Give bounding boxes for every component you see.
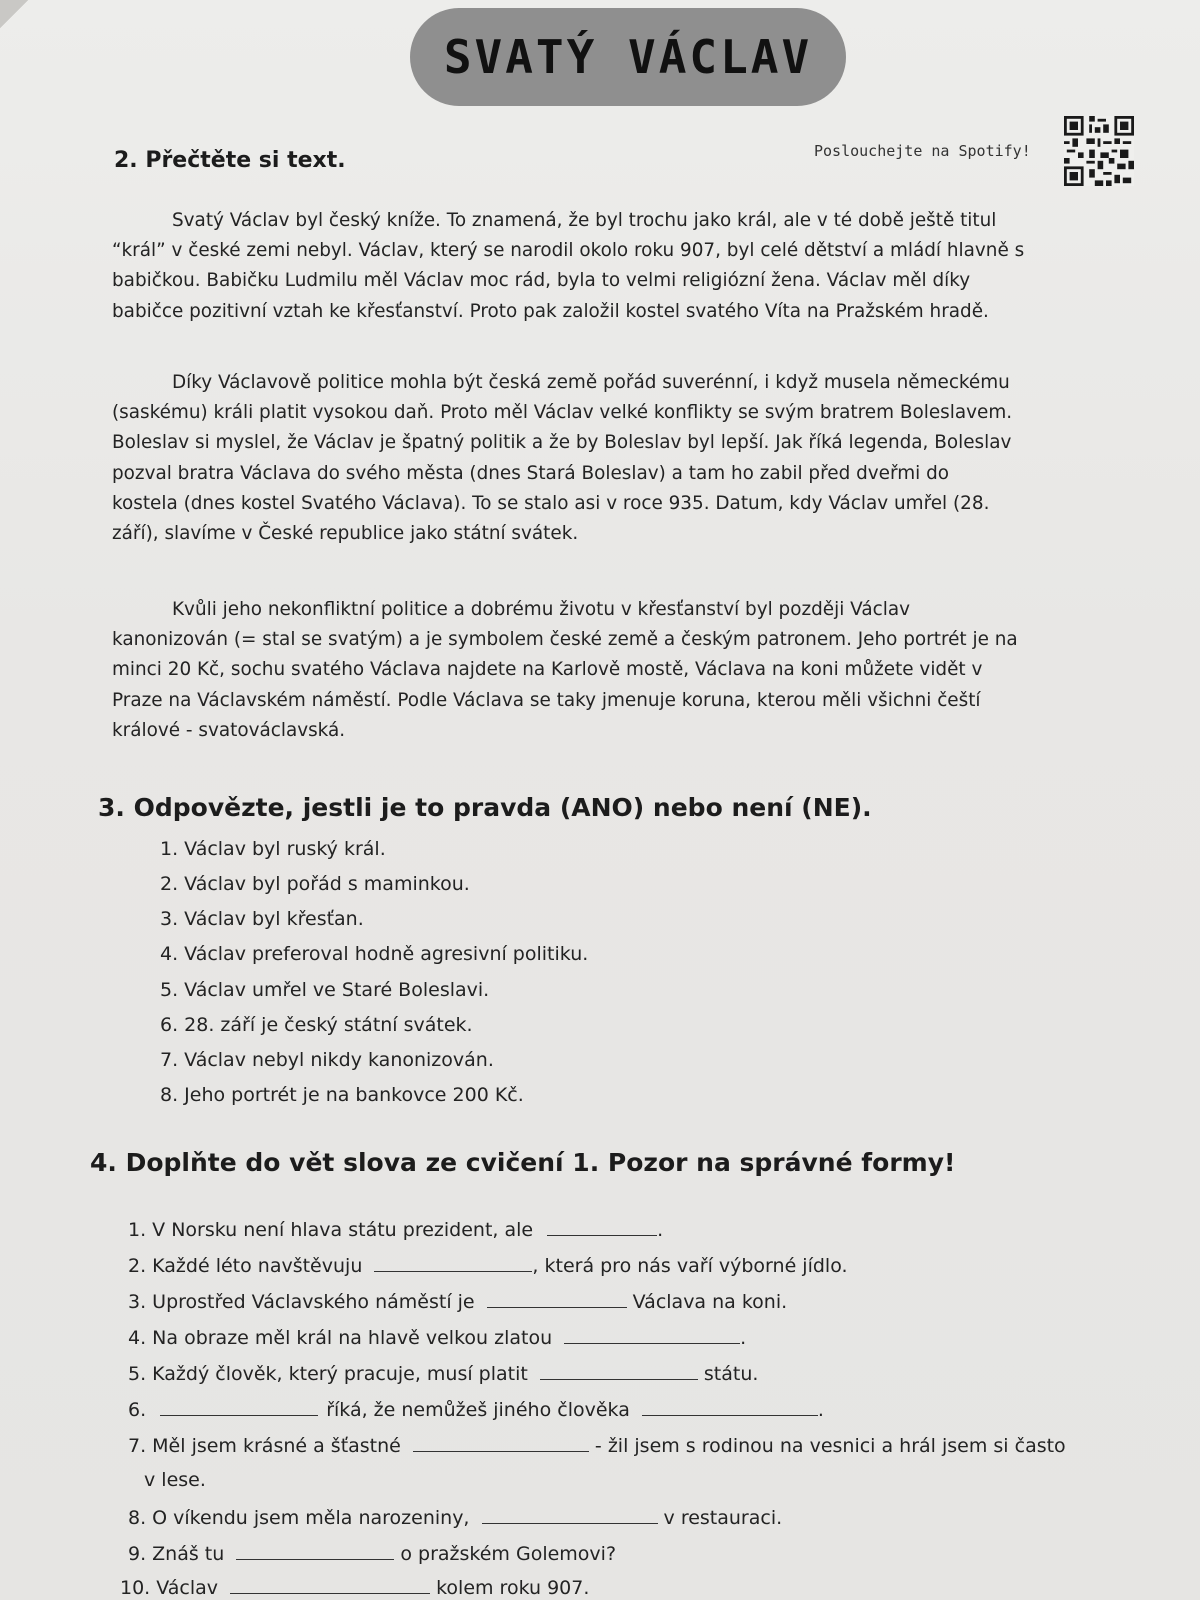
paragraph-2 [112,368,1172,549]
sentence-part: 4. Na obraze měl král na hlavě velkou zlatou [128,1327,553,1349]
text-line: babičkou. Babičku Ludmilu měl Václav moc rád, byla to velmi religiózní žena. Václav měl díky [112,270,971,292]
blank-field[interactable] [374,1253,532,1272]
list-item [128,1541,616,1565]
paragraph-3 [112,595,1172,746]
sentence-part: . [817,1399,824,1421]
blank-field[interactable] [230,1575,430,1594]
spotify-note: Poslouchejte na Spotify! [814,142,1031,160]
title-banner [410,8,846,106]
blank-field[interactable] [160,1397,318,1416]
sentence-part: 10. Václav [120,1577,219,1599]
sentence-part: 2. Každé léto navštěvuju [128,1255,363,1277]
list-item [120,1575,589,1599]
blank-field[interactable] [642,1397,818,1416]
list-item [128,1325,746,1349]
sentence-part: , která pro nás vaří výborné jídlo. [532,1255,848,1277]
exercise-3-heading: 3. Odpovězte, jestli je to pravda (ANO) nebo není (NE). [98,793,872,822]
blank-field[interactable] [540,1361,698,1380]
sentence-part: Václava na koni. [632,1291,788,1313]
list-item [128,1289,787,1313]
list-item [128,1217,663,1241]
text-line: kostela (dnes kostel Svatého Václava). To se stalo asi v roce 935. Datum, kdy Václav umřel (28. [112,492,990,514]
exercise-2-heading: 2. Přečtěte si text. [114,148,346,173]
sentence-part: 7. Měl jsem krásné a šťastné [128,1435,401,1457]
sentence-part: . [740,1327,747,1349]
list-item: 7. Václav nebyl nikdy kanonizován. [160,1049,494,1071]
list-item: 1. Václav byl ruský král. [160,838,386,860]
blank-field[interactable] [413,1433,589,1452]
sentence-part: 9. Znáš tu [128,1543,225,1565]
text-line: “král” v české zemi nebyl. Václav, který se narodil okolo roku 907, byl celé dětství a mládí hlavně s [112,240,1025,262]
list-item: 2. Václav byl pořád s maminkou. [160,873,470,895]
text-line: minci 20 Kč, sochu svatého Václava najdete na Karlově mostě, Václava na koni můžete vidět v [112,659,983,681]
qr-code-icon[interactable] [1064,116,1134,186]
list-item: 5. Václav umřel ve Staré Boleslavi. [160,979,490,1001]
list-item: 8. Jeho portrét je na bankovce 200 Kč. [160,1084,524,1106]
page-corner [0,0,28,28]
sentence-part: říká, že nemůžeš jiného člověka [326,1399,630,1421]
text-line: září), slavíme v České republice jako státní svátek. [112,523,579,545]
blank-field[interactable] [487,1289,627,1308]
list-item [128,1397,824,1421]
paragraph-1 [112,206,1172,327]
blank-field[interactable] [547,1217,657,1236]
sentence-part: 1. V Norsku není hlava státu prezident, ale [128,1219,534,1241]
sentence-part: 8. O víkendu jsem měla narozeniny, [128,1507,470,1529]
list-item [128,1361,758,1385]
list-item [128,1505,782,1529]
sentence-part: - žil jsem s rodinou na vesnici a hrál jsem si často [594,1435,1066,1457]
text-line: Kvůli jeho nekonfliktní politice a dobrému životu v křesťanství byl později Václav [172,599,910,620]
list-item: 3. Václav byl křesťan. [160,908,364,930]
sentence-part: státu. [703,1363,759,1385]
list-item: 4. Václav preferoval hodně agresivní politiku. [160,943,589,965]
text-line: babičce pozitivní vztah ke křesťanství. Proto pak založil kostel svatého Víta na Pražském hradě. [112,300,989,322]
list-item [128,1253,848,1277]
text-line: Boleslav si myslel, že Václav je špatný politik a že by Boleslav byl lepší. Jak říká legenda, Boleslav [112,432,1012,454]
blank-field[interactable] [482,1505,658,1524]
sentence-part: 5. Každý člověk, který pracuje, musí platit [128,1363,528,1385]
sentence-part: 3. Uprostřed Václavského náměstí je [128,1291,475,1313]
list-item: 6. 28. září je český státní svátek. [160,1014,473,1036]
list-item [144,1469,206,1491]
blank-field[interactable] [236,1541,394,1560]
page-title: SVATÝ VÁCLAV [443,30,813,84]
sentence-part: o pražském Golemovi? [400,1543,617,1565]
text-line: Díky Václavově politice mohla být česká země pořád suverénní, i když musela německému [172,372,1010,393]
blank-field[interactable] [564,1325,740,1344]
text-line: (saskému) králi platit vysokou daň. Proto měl Václav velké konflikty se svým bratrem Boleslavem. [112,402,1013,424]
text-line: králové - svatováclavská. [112,719,346,741]
exercise-4-heading: 4. Doplňte do vět slova ze cvičení 1. Pozor na správné formy! [90,1148,956,1177]
text-line: Praze na Václavském náměstí. Podle Václava se taky jmenuje koruna, kterou měli všichni čeští [112,689,981,711]
sentence-part: 6. [128,1399,147,1421]
sentence-part: . [657,1219,664,1241]
sentence-part: v restauraci. [663,1507,783,1529]
sentence-part: v lese. [144,1469,206,1491]
text-line: Svatý Václav byl český kníže. To znamená, že byl trochu jako král, ale v té době ještě titul [172,210,997,231]
text-line: pozval bratra Václava do svého města (dnes Stará Boleslav) a tam ho zabil před dveřmi do [112,462,950,484]
text-line: kanonizován (= stal se svatým) a je symbolem české země a českým patronem. Jeho portrét je na [112,629,1018,651]
sentence-part: kolem roku 907. [436,1577,590,1599]
list-item [128,1433,1066,1457]
